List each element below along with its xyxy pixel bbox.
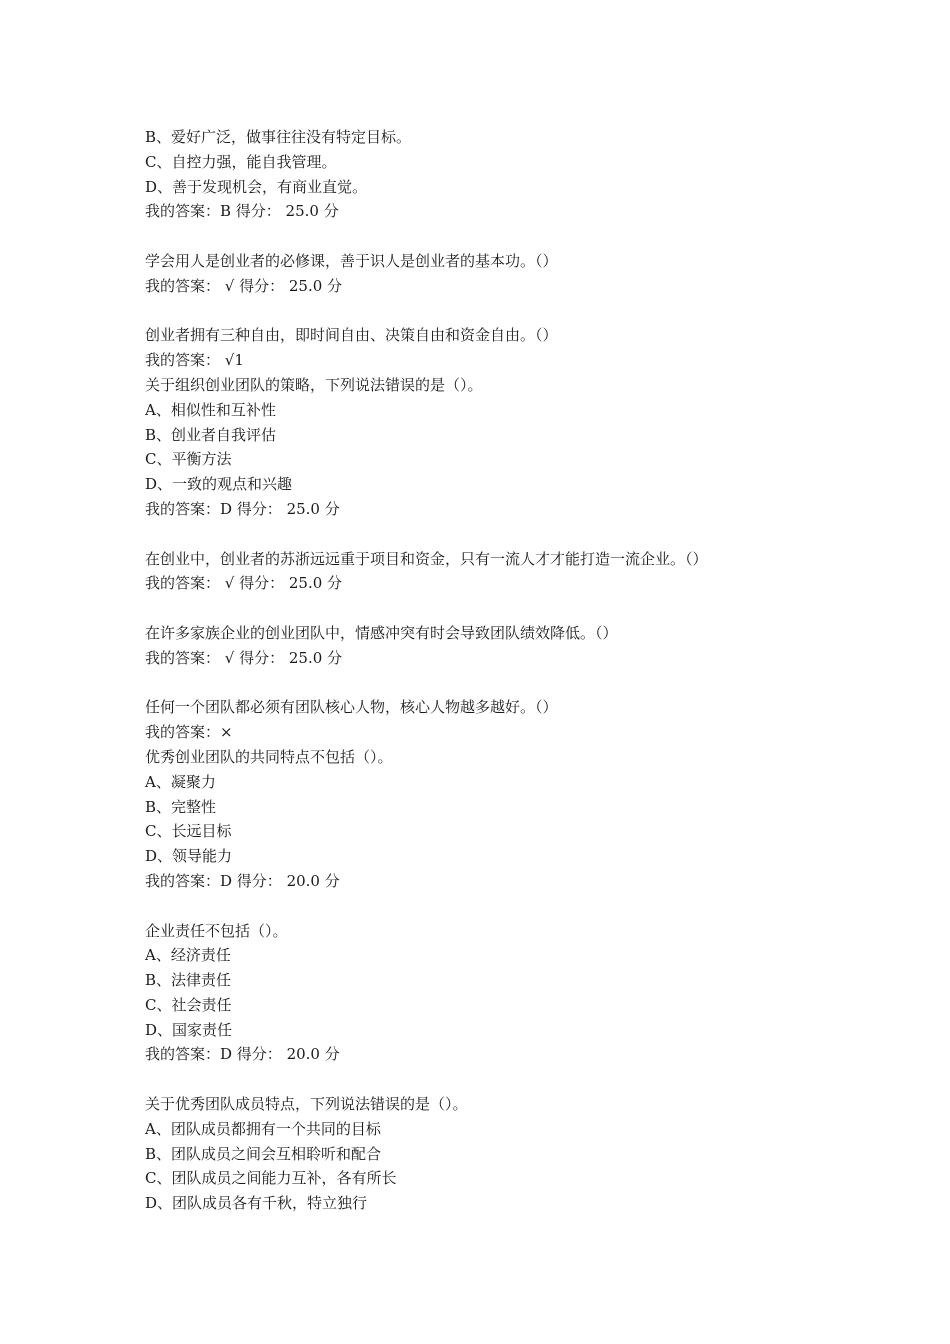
option-line: A、经济责任: [145, 946, 231, 965]
option-line: C、长远目标: [145, 822, 232, 841]
answer-line: 我的答案： √ 得分： 25.0 分: [145, 276, 343, 295]
option-line: D、一致的观点和兴趣: [145, 475, 293, 494]
option-line: B、团队成员之间会互相聆听和配合: [145, 1144, 382, 1163]
option-line: C、自控力强，能自我管理。: [145, 152, 337, 171]
blank-line: [145, 671, 865, 696]
option-line: D、团队成员各有千秋，特立独行: [145, 1194, 368, 1213]
question-line: 企业责任不包括（）。: [145, 921, 288, 940]
blank-line: [145, 224, 865, 249]
option-line: B、完整性: [145, 797, 217, 816]
question-line: 学会用人是创业者的必修课，善于识人是创业者的基本功。（）: [145, 251, 558, 270]
question-line: 在创业中，创业者的苏浙远远重于项目和资金，只有一流人才才能打造一流企业。（）: [145, 549, 708, 568]
option-line: B、法律责任: [145, 971, 232, 990]
answer-line: 我的答案：B 得分： 25.0 分: [145, 202, 339, 221]
question-line: 优秀创业团队的共同特点不包括（）。: [145, 747, 393, 766]
blank-line: [145, 522, 865, 547]
option-line: A、凝聚力: [145, 772, 216, 791]
answer-line: 我的答案： √ 得分： 25.0 分: [145, 574, 343, 593]
option-line: D、国家责任: [145, 1020, 233, 1039]
blank-line: [145, 299, 865, 324]
question-line: 关于组织创业团队的策略，下列说法错误的是（）。: [145, 375, 483, 394]
blank-line: [145, 596, 865, 621]
option-line: C、团队成员之间能力互补，各有所长: [145, 1169, 397, 1188]
question-line: 关于优秀团队成员特点，下列说法错误的是（）。: [145, 1095, 468, 1114]
answer-line: 我的答案：D 得分： 25.0 分: [145, 499, 340, 518]
option-line: B、创业者自我评估: [145, 425, 277, 444]
answer-line: 我的答案：×: [145, 723, 233, 742]
answer-line: 我的答案：D 得分： 20.0 分: [145, 1045, 340, 1064]
blank-line: [145, 1067, 865, 1092]
option-line: A、团队成员都拥有一个共同的目标: [145, 1119, 381, 1138]
document-page: [145, 125, 865, 1216]
blank-line: [145, 894, 865, 919]
answer-line: 我的答案： √ 得分： 25.0 分: [145, 648, 343, 667]
option-line: D、领导能力: [145, 847, 233, 866]
question-line: 任何一个团队都必须有团队核心人物，核心人物越多越好。（）: [145, 698, 558, 717]
question-line: 创业者拥有三种自由，即时间自由、决策自由和资金自由。（）: [145, 326, 558, 345]
option-line: D、善于发现机会，有商业直觉。: [145, 177, 368, 196]
option-line: A、相似性和互补性: [145, 400, 276, 419]
question-line: 在许多家族企业的创业团队中，情感冲突有时会导致团队绩效降低。（）: [145, 623, 618, 642]
answer-line: 我的答案：D 得分： 20.0 分: [145, 871, 340, 890]
option-line: C、平衡方法: [145, 450, 232, 469]
answer-line: 我的答案： √1: [145, 351, 244, 370]
option-line: B、爱好广泛，做事往往没有特定目标。: [145, 128, 412, 146]
option-line: C、社会责任: [145, 995, 232, 1014]
